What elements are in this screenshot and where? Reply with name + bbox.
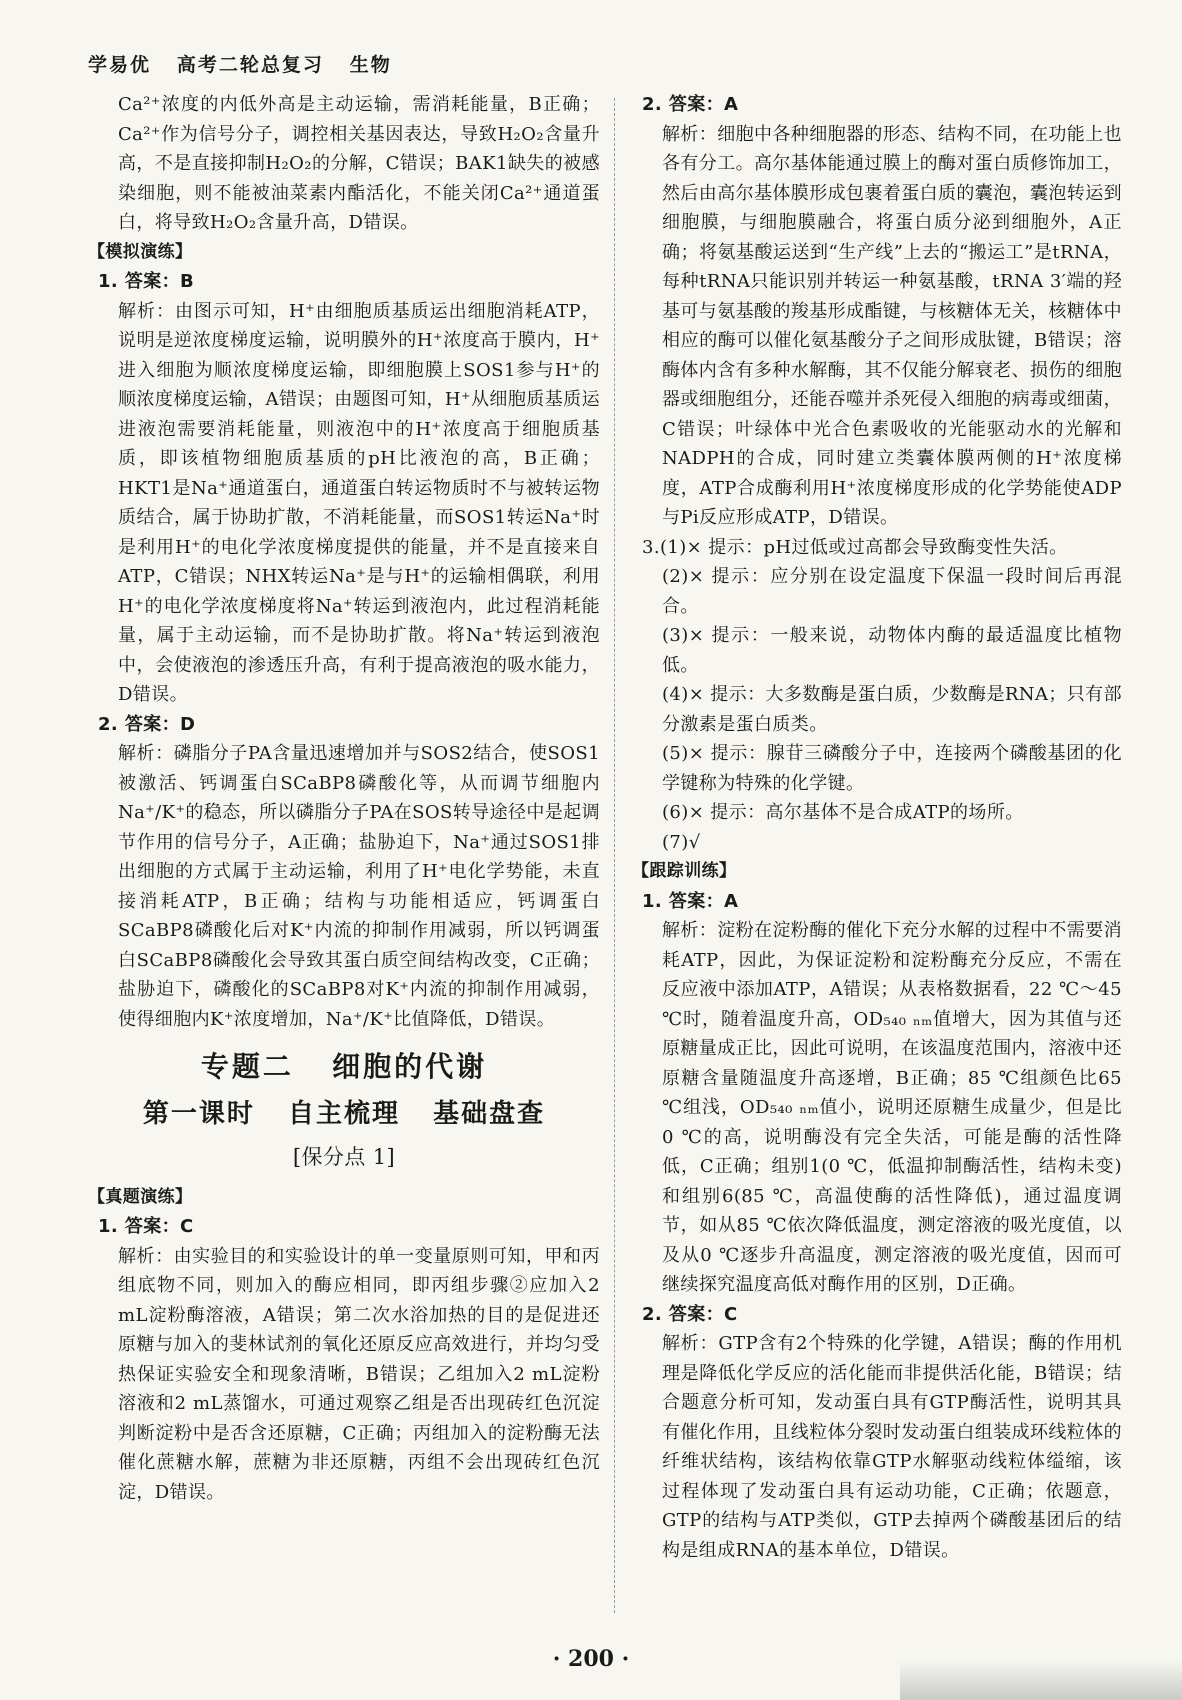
left-column bbox=[88, 90, 600, 1507]
answer-paragraph: (6)× 提示：高尔基体不是合成ATP的场所。 bbox=[662, 802, 1024, 823]
answer-paragraph: (7)√ bbox=[662, 831, 701, 853]
answer-paragraph: 解析：淀粉在淀粉酶的催化下充分水解的过程中不需要消耗ATP，因此，为保证淀粉和淀粉酶充分反应，不需在反应液中添加ATP，A错误；从表格数据看，22 ℃～45 ℃时，随着温度升高，OD₅₄₀ ₙₘ值增大，因为其值与还原糖量成正比，因此可说明，在该温度范围内，溶液中还原糖含量随温度升高逐增，B正确；85 ℃组颜色比65 ℃组浅，OD₅₄₀ ₙₘ值小，说明还原糖生成量少，但是比0 ℃的高，说明酶没有完全失活，可能是酶的活性降低，C正确；组别1(0 ℃，低温抑制酶活性，结构未变)和组别6(85 ℃，高温使酶的活性降低)，通过温度调节，如从85 ℃依次降低温度，测定溶液的吸光度值，以及从0 ℃逐步升高温度，测定溶液的吸光度值，因而可继续探究温度高低对酶作用的区别，D正确。 bbox=[662, 920, 1122, 1295]
page-number: · 200 · bbox=[552, 1646, 630, 1672]
column-divider bbox=[614, 98, 615, 1613]
answer-paragraph: 1. 答案：C bbox=[98, 1216, 194, 1237]
answer-paragraph: 1. 答案：A bbox=[642, 890, 739, 912]
answer-paragraph: 1. 答案：B bbox=[98, 271, 195, 292]
answer-paragraph: 解析：细胞中各种细胞器的形态、结构不同，在功能上也各有分工。高尔基体能通过膜上的酶对蛋白质修饰加工，然后由高尔基体膜形成包裹着蛋白质的囊泡，囊泡转运到细胞膜，与细胞膜融合，将蛋白质分泌到细胞外，A正确；将氨基酸运送到“生产线”上去的“搬运工”是tRNA，每种tRNA只能识别并转运一种氨基酸，tRNA 3′端的羟基可与氨基酸的羧基形成酯键，与核糖体无关，核糖体中相应的酶可以催化氨基酸分子之间形成肽键，B错误；溶酶体内含有多种水解酶，其不仅能分解衰老、损伤的细胞器或细胞组分，还能吞噬并杀死侵入细胞的病毒或细菌，C错误；叶绿体中光合色素吸收的光能驱动水的光解和NADPH的合成，同时建立类囊体膜两侧的H⁺浓度梯度，ATP合成酶利用H⁺浓度梯度形成的化学势能使ADP与Pi反应形成ATP，D错误。 bbox=[662, 123, 1122, 528]
answer-paragraph: 解析：由图示可知，H⁺由细胞质基质运出细胞消耗ATP，说明是逆浓度梯度运输，说明膜外的H⁺浓度高于膜内，H⁺进入细胞为顺浓度梯度运输，即细胞膜上SOS1参与H⁺的顺浓度梯度运输，A错误；由题图可知，H⁺从细胞质基质运进液泡需要消耗能量，则液泡中的H⁺浓度高于细胞质基质，即该植物细胞质基质的pH比液泡的高，B正确；HKT1是Na⁺通道蛋白，通道蛋白转运物质时不与被转运物质结合，属于协助扩散，不消耗能量，而SOS1转运Na⁺时是利用H⁺的电化学浓度梯度提供的能量，并不是直接来自ATP，C错误；NHX转运Na⁺是与H⁺的运输相偶联，利用H⁺的电化学浓度梯度将Na⁺转运到液泡内，此过程消耗能量，属于主动运输，而不是协助扩散。将Na⁺转运到液泡中，会使液泡的渗透压升高，有利于提高液泡的吸水能力，D错误。 bbox=[118, 300, 600, 705]
answer-paragraph: 2. 答案：D bbox=[98, 713, 196, 735]
answer-paragraph: 解析：由实验目的和实验设计的单一变量原则可知，甲和丙组底物不同，则加入的酶应相同，即丙组步骤②应加入2 mL淀粉酶溶液，A错误；第二次水浴加热的目的是促进还原糖与加入的斐林试剂的氧化还原反应高效进行，并均匀受热保证实验安全和现象清晰，B错误；乙组加入2 mL淀粉溶液和2 mL蒸馏水，可通过观察乙组是否出现砖红色沉淀判断淀粉中是否含还原糖，C正确；丙组加入的淀粉酶无法催化蔗糖水解，蔗糖为非还原糖，丙组不会出现砖红色沉淀，D错误。 bbox=[118, 1245, 600, 1503]
section-heading: 【模拟演练】 bbox=[88, 241, 193, 262]
answer-paragraph: 解析：磷脂分子PA含量迅速增加并与SOS2结合，使SOS1被激活、钙调蛋白SCaBP8磷酸化等，从而调节细胞内Na⁺/K⁺的稳态，所以磷脂分子PA在SOS转导途径中是起调节作用的信号分子，A正确；盐胁迫下，Na⁺通过SOS1排出细胞的方式属于主动运输，利用了H⁺电化学势能，未直接消耗ATP，B正确；结构与功能相适应，钙调蛋白SCaBP8磷酸化后对K⁺内流的抑制作用减弱，所以钙调蛋白SCaBP8磷酸化会导致其蛋白质空间结构改变，C正确；盐胁迫下，磷酸化的SCaBP8对K⁺内流的抑制作用减弱，使得细胞内K⁺浓度增加，Na⁺/K⁺比值降低，D错误。 bbox=[118, 743, 600, 1030]
right-answers bbox=[632, 90, 1122, 1565]
left-answers bbox=[88, 90, 600, 1034]
answer-paragraph: 2. 答案：A bbox=[642, 94, 739, 115]
left-answers-2 bbox=[88, 1183, 600, 1508]
point-title: [保分点 1] bbox=[292, 1145, 396, 1169]
scan-shadow bbox=[900, 1660, 1182, 1700]
right-column bbox=[632, 90, 1122, 1565]
answer-paragraph: (2)× 提示：应分别在设定温度下保温一段时间后再混合。 bbox=[662, 566, 1122, 617]
answer-paragraph: (5)× 提示：腺苷三磷酸分子中，连接两个磷酸基团的化学键称为特殊的化学键。 bbox=[662, 743, 1122, 794]
answer-paragraph: 3.(1)× 提示：pH过低或过高都会导致酶变性失活。 bbox=[642, 536, 1068, 558]
section-heading: 【跟踪训练】 bbox=[632, 861, 737, 881]
answer-paragraph: (3)× 提示：一般来说，动物体内酶的最适温度比植物低。 bbox=[662, 625, 1122, 676]
chapter-title: 专题二 细胞的代谢 bbox=[200, 1050, 488, 1083]
answer-paragraph: Ca²⁺浓度的内低外高是主动运输，需消耗能量，B正确；Ca²⁺作为信号分子，调控相关基因表达，导致H₂O₂含量升高，不是直接抑制H₂O₂的分解，C错误；BAK1缺失的被感染细胞，则不能被油菜素内酯活化，不能关闭Ca²⁺通道蛋白，将导致H₂O₂含量升高，D错误。 bbox=[118, 94, 600, 233]
section-heading: 【真题演练】 bbox=[88, 1186, 193, 1207]
page-header: 学易优 高考二轮总复习 生物 bbox=[88, 54, 392, 76]
answer-paragraph: 2. 答案：C bbox=[642, 1303, 738, 1325]
answer-paragraph: 解析：GTP含有2个特殊的化学键，A错误；酶的作用机理是降低化学反应的活化能而非提供活化能，B错误；结合题意分析可知，发动蛋白具有GTP酶活性，说明其具有催化作用，且线粒体分裂时发动蛋白组装成环线粒体的纤维状结构，该结构依靠GTP水解驱动线粒体缢缩，该过程体现了发动蛋白具有运动功能，C正确；依题意，GTP的结构与ATP类似，GTP去掉两个磷酸基团后的结构是组成RNA的基本单位，D错误。 bbox=[662, 1333, 1122, 1561]
answer-paragraph: (4)× 提示：大多数酶是蛋白质，少数酶是RNA；只有部分激素是蛋白质类。 bbox=[662, 684, 1122, 735]
lesson-title: 第一课时 自主梳理 基础盘查 bbox=[142, 1098, 546, 1129]
